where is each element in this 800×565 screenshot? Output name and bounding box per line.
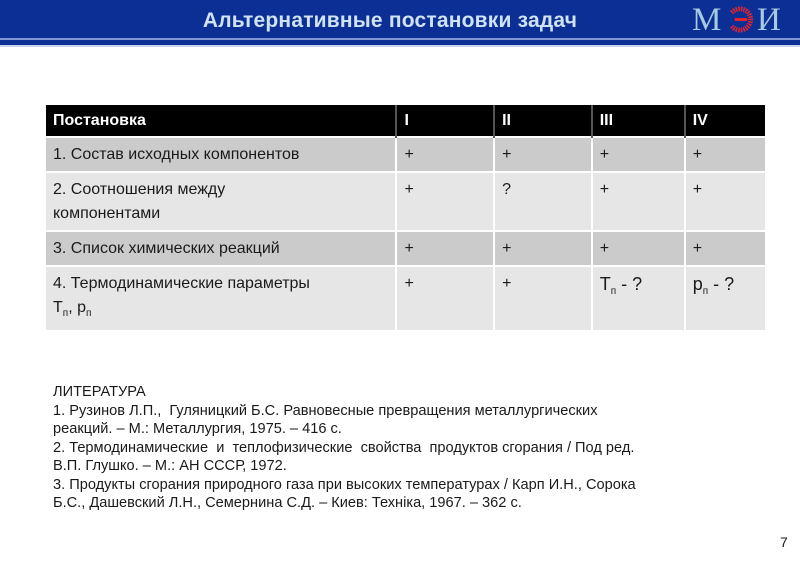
- row-label-line: $T_п$, $p_п$: [53, 299, 92, 319]
- cell-value-pressure: $p_п$ - ?: [685, 266, 765, 330]
- literature-section: [53, 383, 753, 513]
- slide-title: Альтернативные постановки задач: [202, 9, 578, 32]
- slide-header: [0, 0, 800, 47]
- logo-letter-m: М: [692, 2, 722, 38]
- header-divider: [0, 45, 800, 47]
- cell-value-temperature: $T_п$ - ?: [592, 266, 685, 330]
- row-label-line: 4. Термодинамические параметры: [53, 275, 310, 292]
- cell-value: +: [396, 172, 494, 231]
- cell-value: +: [494, 137, 592, 172]
- column-header-iv: IV: [685, 105, 765, 137]
- cell-value: +: [592, 137, 685, 172]
- cell-value: +: [396, 137, 494, 172]
- row-label: [46, 172, 396, 231]
- cell-value: +: [592, 231, 685, 266]
- column-header-iii: III: [592, 105, 685, 137]
- cell-value: +: [494, 266, 592, 330]
- cell-value: +: [685, 137, 765, 172]
- column-header-ii: II: [494, 105, 592, 137]
- column-header-statement: Постановка: [46, 105, 396, 137]
- table-row: [46, 266, 765, 330]
- table-header-row: [46, 105, 765, 137]
- table-row: [46, 231, 765, 266]
- literature-line: реакций. – М.: Металлургия, 1975. – 416 с.: [53, 421, 342, 437]
- table-row: [46, 172, 765, 231]
- row-label: [46, 266, 396, 330]
- literature-heading: ЛИТЕРАТУРА: [53, 384, 146, 400]
- literature-line: В.П. Глушко. – М.: АН СССР, 1972.: [53, 458, 287, 474]
- cell-value: ?: [494, 172, 592, 231]
- literature-line: Б.С., Дашевский Л.Н., Семернина С.Д. – Киев: Техніка, 1967. – 362 с.: [53, 495, 522, 511]
- literature-line: 1. Рузинов Л.П., Гуляницкий Б.С. Равновесные превращения металлургических: [53, 402, 598, 419]
- cell-value: +: [396, 231, 494, 266]
- row-label-line: компонентами: [53, 205, 161, 222]
- cell-value: +: [592, 172, 685, 231]
- column-header-i: I: [396, 105, 494, 137]
- table-row: [46, 137, 765, 172]
- literature-line: 2. Термодинамические и теплофизические свойства продуктов сгорания / Под ред.: [53, 439, 635, 456]
- cell-value: +: [494, 231, 592, 266]
- row-label: 1. Состав исходных компонентов: [46, 137, 396, 172]
- logo-letter-i: И: [757, 2, 781, 38]
- page-number: 7: [780, 534, 788, 550]
- cell-value: +: [396, 266, 494, 330]
- row-label-line: 2. Соотношения между: [53, 181, 226, 198]
- problem-statements-table: [46, 105, 765, 330]
- row-label: 3. Список химических реакций: [46, 231, 396, 266]
- literature-line: 3. Продукты сгорания природного газа при высоких температурах / Карп И.Н., Сорока: [53, 476, 636, 493]
- cell-value: +: [685, 172, 765, 231]
- header-divider: [0, 38, 800, 40]
- cell-value: +: [685, 231, 765, 266]
- logo-e-emblem-icon: [727, 6, 754, 33]
- mpei-logo: [690, 3, 794, 37]
